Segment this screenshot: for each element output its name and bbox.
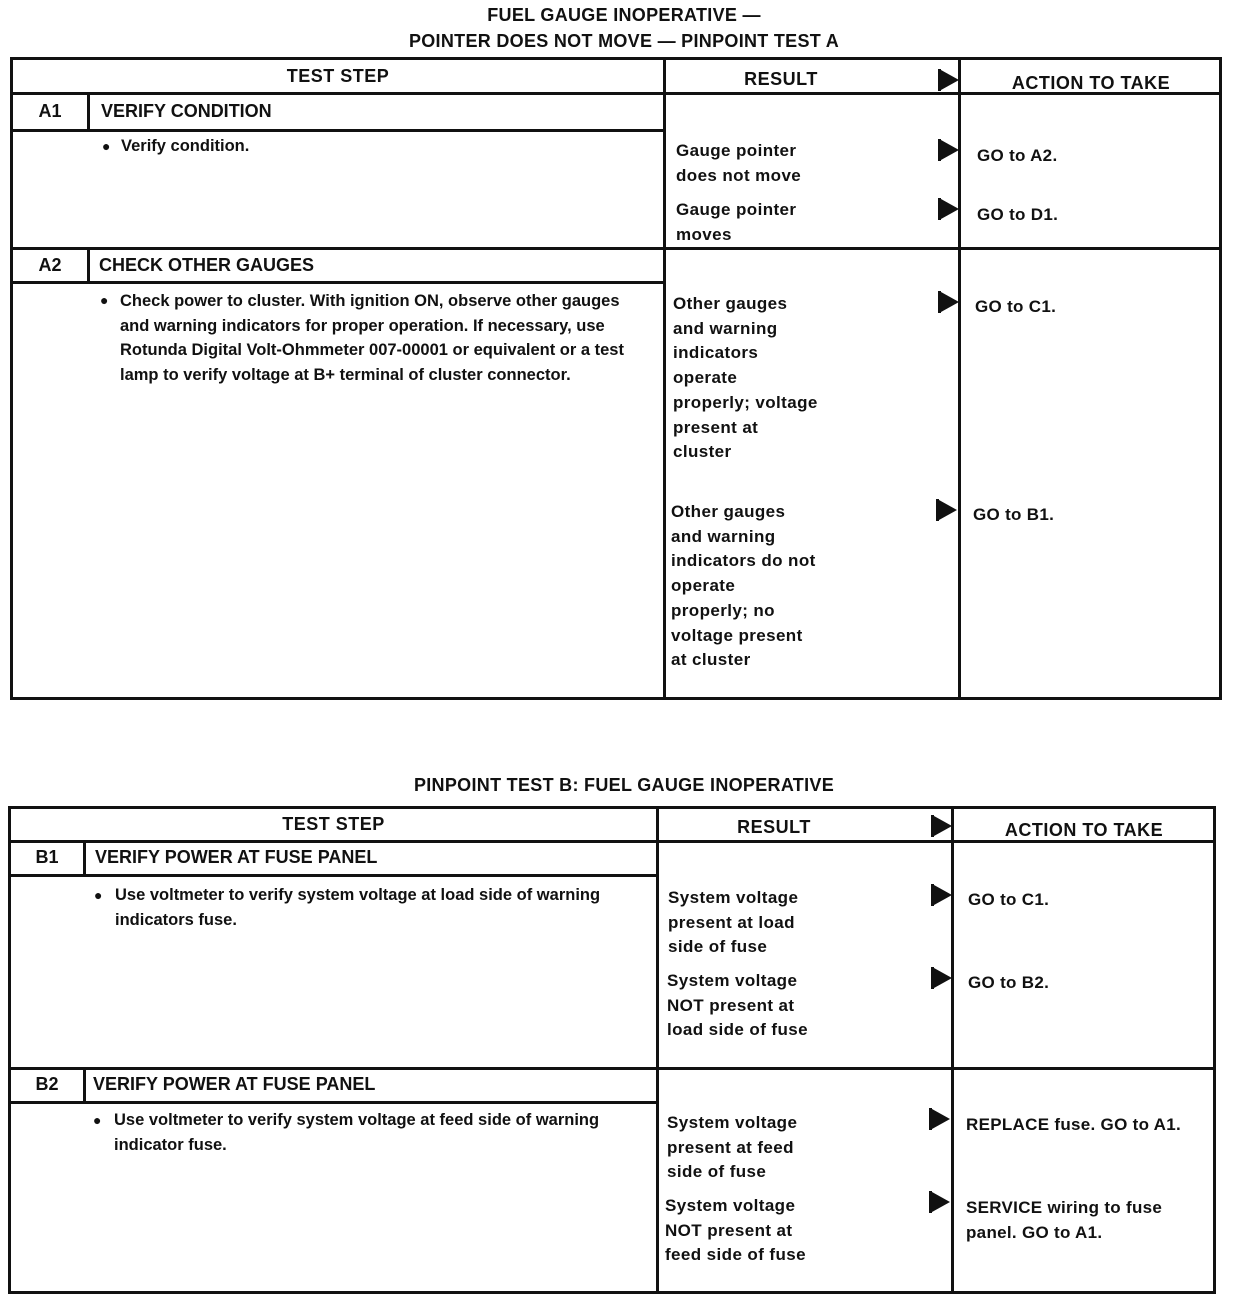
step-b1-description: Use voltmeter to verify system voltage at load side of warning indicators fuse. [115, 886, 601, 929]
step-a2-id: A2 [38, 255, 62, 275]
test-b-col-divider-1 [656, 809, 659, 1291]
test-a-header-test-step: TEST STEP [286, 66, 390, 86]
step-a1-bullet-icon: ● [102, 138, 111, 154]
step-b1-bullet-icon: ● [94, 887, 103, 903]
test-a-header-arrow-icon [941, 70, 959, 90]
b1-action-2: GO to B2. [968, 973, 1050, 992]
b1-b2-divider [11, 1067, 1213, 1070]
a2-result-1: Other gauges and warning indicators operate properly; voltage present at cluster [673, 294, 818, 462]
test-b-header-arrow-icon [934, 816, 952, 836]
b1-result-2-arrow-icon [934, 968, 952, 988]
test-a-header-result: RESULT [744, 69, 818, 89]
test-a-title-line2: POINTER DOES NOT MOVE — PINPOINT TEST A [408, 31, 840, 51]
test-b-header-action: ACTION TO TAKE [1004, 820, 1164, 840]
step-b2-description: Use voltmeter to verify system voltage at feed side of warning indicator fuse. [114, 1111, 600, 1154]
test-a-title-line1: FUEL GAUGE INOPERATIVE — [487, 5, 761, 25]
b2-result-1-arrow-icon [932, 1109, 950, 1129]
b2-title-divider [11, 1101, 656, 1104]
a2-result-2: Other gauges and warning indicators do not operate properly; no voltage present at cluster [671, 502, 816, 670]
a2-action-1: GO to C1. [975, 297, 1057, 316]
test-b-header-test-step: TEST STEP [282, 814, 385, 834]
a2-id-divider [87, 250, 90, 281]
b2-action-2: SERVICE wiring to fuse panel. GO to A1. [966, 1198, 1163, 1242]
test-b-title: PINPOINT TEST B: FUEL GAUGE INOPERATIVE [413, 775, 835, 795]
b2-result-2-arrow-icon [932, 1192, 950, 1212]
step-a1-description: Verify condition. [121, 137, 250, 155]
step-b1-id: B1 [35, 847, 59, 867]
a1-action-2: GO to D1. [977, 205, 1059, 224]
test-a-header-action: ACTION TO TAKE [1011, 73, 1171, 93]
test-b-col-divider-2 [951, 809, 954, 1291]
test-b-header-result: RESULT [737, 817, 811, 837]
step-b2-bullet-icon: ● [93, 1112, 102, 1128]
step-a1-title: VERIFY CONDITION [101, 101, 272, 121]
a2-result-1-arrow-icon [941, 292, 959, 312]
a1-result-2-arrow-icon [941, 199, 959, 219]
step-a2-description: Check power to cluster. With ignition ON, observe other gauges and warning indicators for proper operation. If necessary, use Rotunda Digital Volt-Ohmmeter 007-00001 or equivalent or a test lamp to verify voltage at B+ terminal of cluster connector. [120, 292, 624, 385]
b1-action-1: GO to C1. [968, 890, 1050, 909]
step-b2-id: B2 [35, 1074, 59, 1094]
a2-title-divider [13, 281, 663, 284]
test-b-table [8, 806, 1216, 1294]
test-a-table [10, 57, 1222, 700]
a1-result-1: Gauge pointer does not move [676, 141, 802, 185]
b2-result-2: System voltage NOT present at feed side of fuse [665, 1196, 806, 1265]
b2-result-1: System voltage present at feed side of fuse [667, 1113, 798, 1182]
step-a2-bullet-icon: ● [100, 292, 109, 308]
b1-id-divider [83, 843, 86, 874]
a1-a2-divider [13, 247, 1219, 250]
a2-result-2-arrow-icon [939, 500, 957, 520]
a1-title-divider [13, 129, 663, 132]
b1-result-1-arrow-icon [934, 885, 952, 905]
a2-action-2: GO to B1. [973, 505, 1055, 524]
b2-id-divider [83, 1070, 86, 1101]
a1-result-2: Gauge pointer moves [676, 200, 797, 244]
b1-result-2: System voltage NOT present at load side of fuse [667, 971, 808, 1040]
a1-id-divider [87, 95, 90, 129]
step-b1-title: VERIFY POWER AT FUSE PANEL [95, 847, 378, 867]
step-a1-id: A1 [38, 101, 62, 121]
b1-title-divider [11, 874, 656, 877]
b2-action-1: REPLACE fuse. GO to A1. [966, 1115, 1182, 1134]
step-b2-title: VERIFY POWER AT FUSE PANEL [93, 1074, 376, 1094]
a1-action-1: GO to A2. [977, 146, 1058, 165]
a1-result-1-arrow-icon [941, 140, 959, 160]
test-a-col-divider-1 [663, 60, 666, 697]
step-a2-title: CHECK OTHER GAUGES [99, 255, 315, 275]
b1-result-1: System voltage present at load side of fuse [668, 888, 799, 957]
